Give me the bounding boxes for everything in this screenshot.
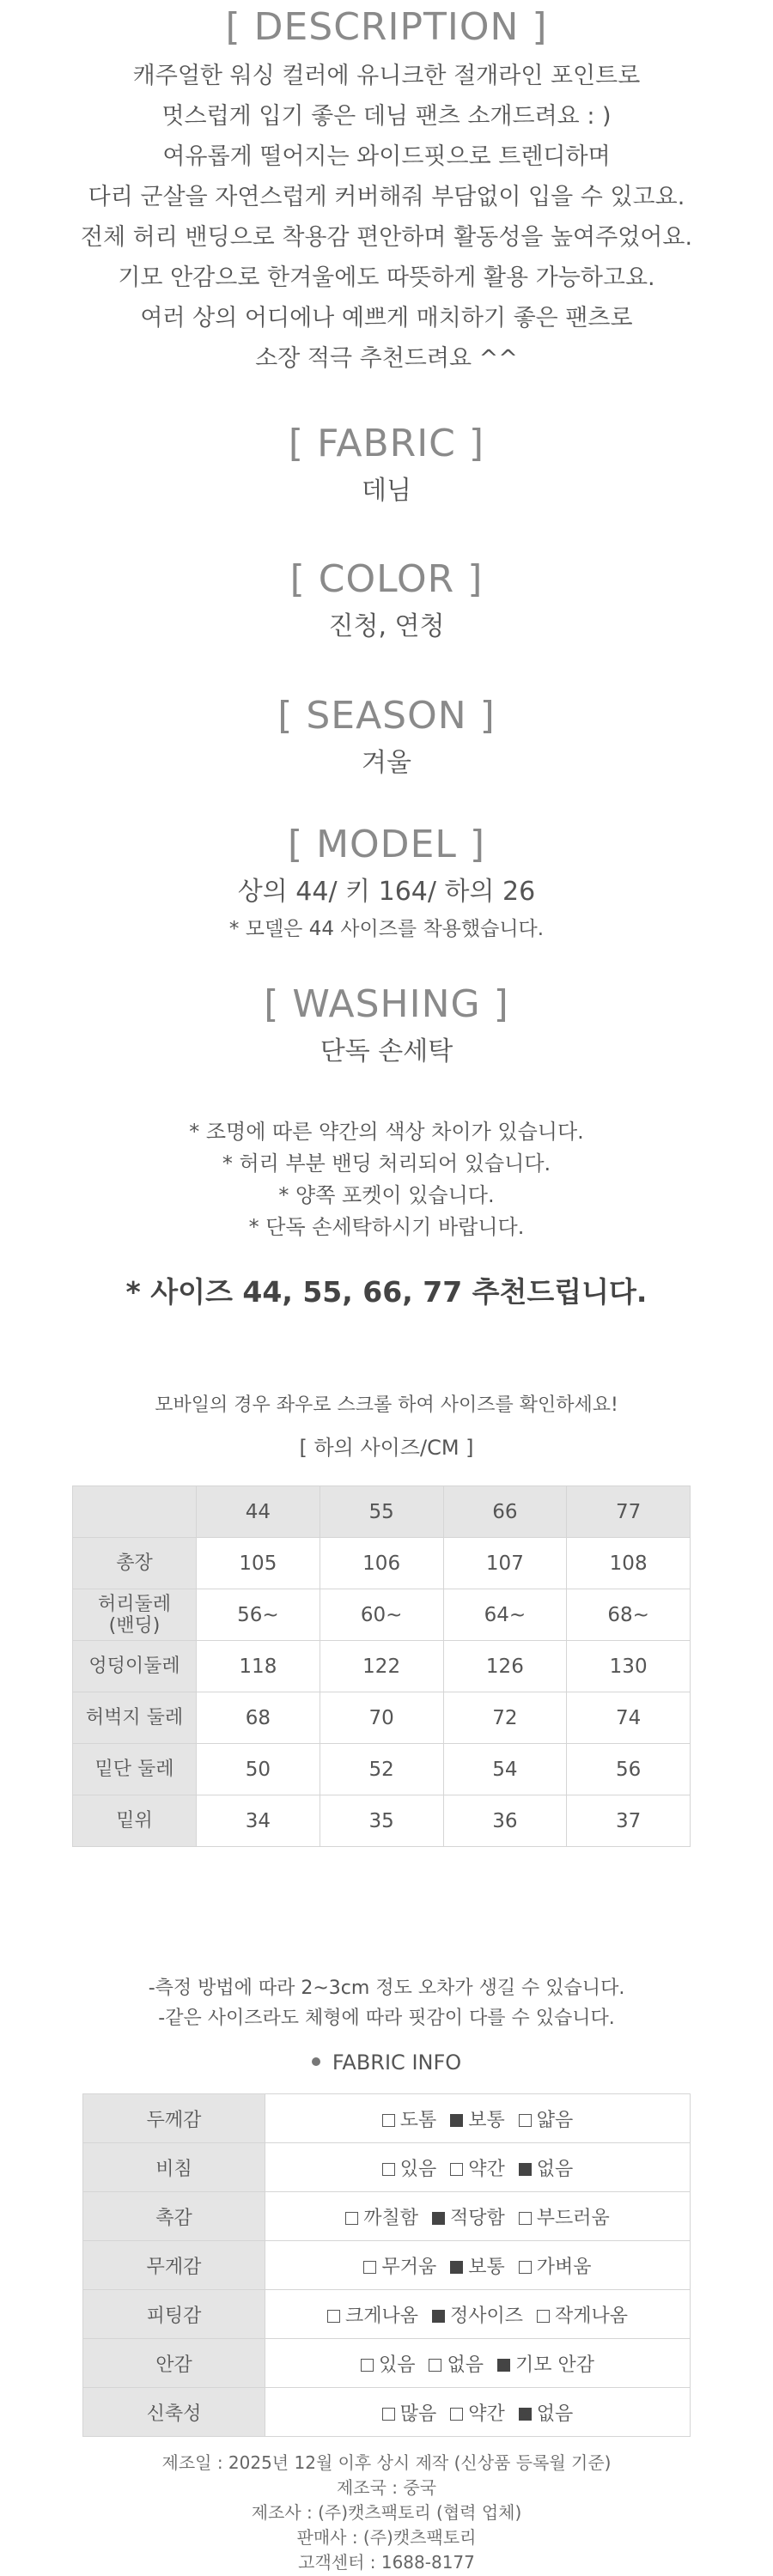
color-value: 진청, 연청 bbox=[328, 611, 445, 641]
footer-line: 제조사 : (주)캣츠팩토리 (협력 업체) bbox=[251, 2502, 522, 2523]
fabric-option-label: 도톰 bbox=[399, 2109, 437, 2131]
table-cell: 54 bbox=[443, 1744, 567, 1795]
fabric-info-row bbox=[83, 2143, 691, 2192]
unchecked-box-icon bbox=[363, 2261, 376, 2274]
fabric-option-label: 있음 bbox=[399, 2158, 437, 2180]
unchecked-box-icon bbox=[450, 2163, 463, 2176]
row-label: 밑단 둘레 bbox=[73, 1744, 197, 1795]
note-line: * 허리 부분 밴딩 처리되어 있습니다. bbox=[222, 1151, 551, 1176]
table-cell: 56~ bbox=[197, 1589, 320, 1641]
checked-box-icon bbox=[432, 2212, 445, 2225]
table-cell: 50 bbox=[197, 1744, 320, 1795]
unchecked-box-icon bbox=[519, 2261, 532, 2274]
fabric-option bbox=[429, 2350, 484, 2377]
description-line: 기모 안감으로 한겨울에도 따뜻하게 활용 가능하고요. bbox=[118, 264, 655, 291]
fabric-option bbox=[519, 2203, 610, 2230]
unchecked-box-icon bbox=[361, 2359, 374, 2372]
unchecked-box-icon bbox=[450, 2408, 463, 2421]
table-row bbox=[73, 1641, 691, 1692]
fabric-option-label: 있음 bbox=[378, 2354, 416, 2376]
description-line: 소장 적극 추천드려요 ^^ bbox=[255, 345, 518, 372]
season-title: [ SEASON ] bbox=[277, 694, 496, 738]
size-column-header: 55 bbox=[320, 1486, 443, 1538]
fabric-info-options bbox=[265, 2339, 691, 2388]
table-cell: 64~ bbox=[443, 1589, 567, 1641]
table-cell: 68 bbox=[197, 1692, 320, 1744]
description-line: 캐주얼한 워싱 컬러에 유니크한 절개라인 포인트로 bbox=[132, 63, 641, 89]
fabric-option bbox=[432, 2301, 523, 2328]
fabric-info-label: 촉감 bbox=[83, 2192, 265, 2241]
fabric-info-options bbox=[265, 2192, 691, 2241]
fabric-option-label: 약간 bbox=[468, 2403, 505, 2425]
size-column-header: 66 bbox=[443, 1486, 567, 1538]
table-cell: 60~ bbox=[320, 1589, 443, 1641]
fabric-option bbox=[327, 2301, 418, 2328]
fabric-info-row bbox=[83, 2339, 691, 2388]
fabric-title: [ FABRIC ] bbox=[288, 422, 485, 465]
unchecked-box-icon bbox=[519, 2212, 532, 2225]
fabric-option bbox=[497, 2350, 594, 2377]
table-cell: 118 bbox=[197, 1641, 320, 1692]
unchecked-box-icon bbox=[327, 2310, 340, 2323]
size-recommendation: * 사이즈 44, 55, 66, 77 추천드립니다. bbox=[125, 1275, 648, 1309]
checked-box-icon bbox=[519, 2163, 532, 2176]
unchecked-box-icon bbox=[382, 2408, 395, 2421]
footer-line: 판매사 : (주)캣츠팩토리 bbox=[296, 2527, 477, 2548]
fabric-option bbox=[450, 2399, 505, 2426]
fabric-option-label: 작게나옴 bbox=[555, 2305, 629, 2327]
table-cell: 130 bbox=[567, 1641, 691, 1692]
note-line: * 단독 손세탁하시기 바랍니다. bbox=[248, 1215, 525, 1239]
table-cell: 35 bbox=[320, 1795, 443, 1847]
mobile-scroll-notice: 모바일의 경우 좌우로 스크롤 하여 사이즈를 확인하세요! bbox=[155, 1394, 618, 1416]
fabric-info-row bbox=[83, 2094, 691, 2143]
description-text bbox=[0, 56, 773, 379]
note-line: * 양쪽 포켓이 있습니다. bbox=[278, 1183, 495, 1207]
table-cell: 68~ bbox=[567, 1589, 691, 1641]
table-row bbox=[73, 1538, 691, 1589]
washing-title: [ WASHING ] bbox=[264, 982, 509, 1026]
fabric-option-label: 보통 bbox=[468, 2109, 505, 2131]
fabric-option-label: 보통 bbox=[468, 2256, 505, 2278]
fabric-option bbox=[450, 2252, 505, 2279]
fabric-option bbox=[450, 2154, 505, 2181]
fabric-option-label: 없음 bbox=[447, 2354, 484, 2376]
checked-box-icon bbox=[432, 2310, 445, 2323]
measure-note: -같은 사이즈라도 체형에 따라 핏감이 다를 수 있습니다. bbox=[158, 2008, 615, 2029]
fabric-info-label: 피팅감 bbox=[83, 2290, 265, 2339]
fabric-info-options bbox=[265, 2290, 691, 2339]
fabric-info-row bbox=[83, 2241, 691, 2290]
fabric-info-label: 두께감 bbox=[83, 2094, 265, 2143]
table-cell: 74 bbox=[567, 1692, 691, 1744]
table-row bbox=[73, 1692, 691, 1744]
fabric-option bbox=[519, 2399, 574, 2426]
fabric-option-label: 까칠함 bbox=[363, 2207, 418, 2229]
fabric-option-label: 무거움 bbox=[381, 2256, 437, 2278]
table-cell: 122 bbox=[320, 1641, 443, 1692]
table-cell: 108 bbox=[567, 1538, 691, 1589]
model-note: * 모델은 44 사이즈를 착용했습니다. bbox=[228, 918, 545, 940]
checked-box-icon bbox=[519, 2408, 532, 2421]
fabric-info-label: 안감 bbox=[83, 2339, 265, 2388]
fabric-option-label: 크게나옴 bbox=[344, 2305, 418, 2327]
row-label: 허벅지 둘레 bbox=[73, 1692, 197, 1744]
fabric-option-label: 부드러움 bbox=[536, 2207, 610, 2229]
model-value: 상의 44/ 키 164/ 하의 26 bbox=[237, 877, 536, 907]
fabric-option-label: 얇음 bbox=[536, 2109, 574, 2131]
fabric-option bbox=[432, 2203, 505, 2230]
fabric-info-label: 비침 bbox=[83, 2143, 265, 2192]
fabric-option bbox=[382, 2154, 437, 2181]
table-row bbox=[73, 1795, 691, 1847]
size-chart-title: [ 하의 사이즈/CM ] bbox=[299, 1436, 474, 1460]
checked-box-icon bbox=[450, 2114, 463, 2127]
fabric-info-options bbox=[265, 2388, 691, 2437]
size-column-header: 77 bbox=[567, 1486, 691, 1538]
fabric-option bbox=[450, 2105, 505, 2132]
footer-line: 고객센터 : 1688-8177 bbox=[298, 2552, 475, 2573]
table-cell: 52 bbox=[320, 1744, 443, 1795]
table-cell: 107 bbox=[443, 1538, 567, 1589]
fabric-option bbox=[519, 2252, 592, 2279]
season-value: 겨울 bbox=[362, 748, 411, 778]
size-table bbox=[72, 1485, 691, 1847]
fabric-option bbox=[361, 2350, 416, 2377]
table-cell: 56 bbox=[567, 1744, 691, 1795]
row-label: 엉덩이둘레 bbox=[73, 1641, 197, 1692]
description-line: 여유롭게 떨어지는 와이드핏으로 트렌디하며 bbox=[162, 143, 611, 170]
fabric-option bbox=[519, 2154, 574, 2181]
fabric-info-label: 신축성 bbox=[83, 2388, 265, 2437]
fabric-info-label: FABRIC INFO bbox=[332, 2050, 462, 2075]
row-label: 밑위 bbox=[73, 1795, 197, 1847]
product-info-footer bbox=[0, 2451, 773, 2575]
fabric-info-options bbox=[265, 2143, 691, 2192]
fabric-option-label: 없음 bbox=[536, 2403, 574, 2425]
fabric-info-options bbox=[265, 2094, 691, 2143]
fabric-option-label: 가벼움 bbox=[536, 2256, 592, 2278]
unchecked-box-icon bbox=[345, 2212, 358, 2225]
description-line: 다리 군살을 자연스럽게 커버해줘 부담없이 입을 수 있고요. bbox=[88, 184, 685, 210]
fabric-option-label: 없음 bbox=[536, 2158, 574, 2180]
table-cell: 126 bbox=[443, 1641, 567, 1692]
fabric-option-label: 약간 bbox=[468, 2158, 505, 2180]
unchecked-box-icon bbox=[382, 2163, 395, 2176]
checked-box-icon bbox=[497, 2359, 510, 2372]
description-line: 멋스럽게 입기 좋은 데님 팬츠 소개드려요 : ) bbox=[161, 103, 612, 130]
size-table-corner bbox=[73, 1486, 197, 1538]
table-row bbox=[73, 1744, 691, 1795]
fabric-option-label: 정사이즈 bbox=[449, 2305, 523, 2327]
unchecked-box-icon bbox=[382, 2114, 395, 2127]
fabric-info-label: 무게감 bbox=[83, 2241, 265, 2290]
row-label: 허리둘레 (밴딩) bbox=[73, 1589, 197, 1641]
fabric-option bbox=[345, 2203, 418, 2230]
product-notes bbox=[0, 1116, 773, 1243]
row-label: 총장 bbox=[73, 1538, 197, 1589]
fabric-info-row bbox=[83, 2290, 691, 2339]
bullet-icon bbox=[312, 2057, 320, 2066]
fabric-info-row bbox=[83, 2388, 691, 2437]
measure-note: -측정 방법에 따라 2~3cm 정도 오차가 생길 수 있습니다. bbox=[148, 1978, 625, 1999]
table-cell: 70 bbox=[320, 1692, 443, 1744]
fabric-info-table bbox=[82, 2093, 691, 2437]
footer-line: 제조일 : 2025년 12월 이후 상시 제작 (신상품 등록월 기준) bbox=[161, 2452, 612, 2473]
table-cell: 36 bbox=[443, 1795, 567, 1847]
table-cell: 72 bbox=[443, 1692, 567, 1744]
table-row bbox=[73, 1589, 691, 1641]
unchecked-box-icon bbox=[519, 2114, 532, 2127]
fabric-info-title bbox=[0, 2052, 773, 2073]
table-cell: 105 bbox=[197, 1538, 320, 1589]
fabric-info-options bbox=[265, 2241, 691, 2290]
table-cell: 34 bbox=[197, 1795, 320, 1847]
fabric-option-label: 많음 bbox=[399, 2403, 437, 2425]
fabric-option-label: 기모 안감 bbox=[515, 2354, 595, 2376]
description-line: 전체 허리 밴딩으로 착용감 편안하며 활동성을 높여주었어요. bbox=[80, 224, 693, 251]
unchecked-box-icon bbox=[429, 2359, 441, 2372]
checked-box-icon bbox=[450, 2261, 463, 2274]
washing-value: 단독 손세탁 bbox=[320, 1036, 453, 1066]
unchecked-box-icon bbox=[537, 2310, 550, 2323]
description-line: 여러 상의 어디에나 예쁘게 매치하기 좋은 팬츠로 bbox=[140, 305, 633, 331]
footer-line: 제조국 : 중국 bbox=[336, 2477, 437, 2498]
fabric-info-row bbox=[83, 2192, 691, 2241]
fabric-option bbox=[382, 2399, 437, 2426]
description-title: [ DESCRIPTION ] bbox=[225, 5, 548, 49]
fabric-option bbox=[537, 2301, 628, 2328]
fabric-option bbox=[382, 2105, 437, 2132]
size-table-header-row bbox=[73, 1486, 691, 1538]
fabric-option-label: 적당함 bbox=[449, 2207, 505, 2229]
fabric-option bbox=[519, 2105, 574, 2132]
fabric-value: 데님 bbox=[362, 476, 411, 506]
table-cell: 106 bbox=[320, 1538, 443, 1589]
model-title: [ MODEL ] bbox=[287, 823, 486, 866]
size-column-header: 44 bbox=[197, 1486, 320, 1538]
color-title: [ COLOR ] bbox=[289, 557, 484, 601]
fabric-option bbox=[363, 2252, 436, 2279]
note-line: * 조명에 따른 약간의 색상 차이가 있습니다. bbox=[189, 1120, 584, 1144]
table-cell: 37 bbox=[567, 1795, 691, 1847]
